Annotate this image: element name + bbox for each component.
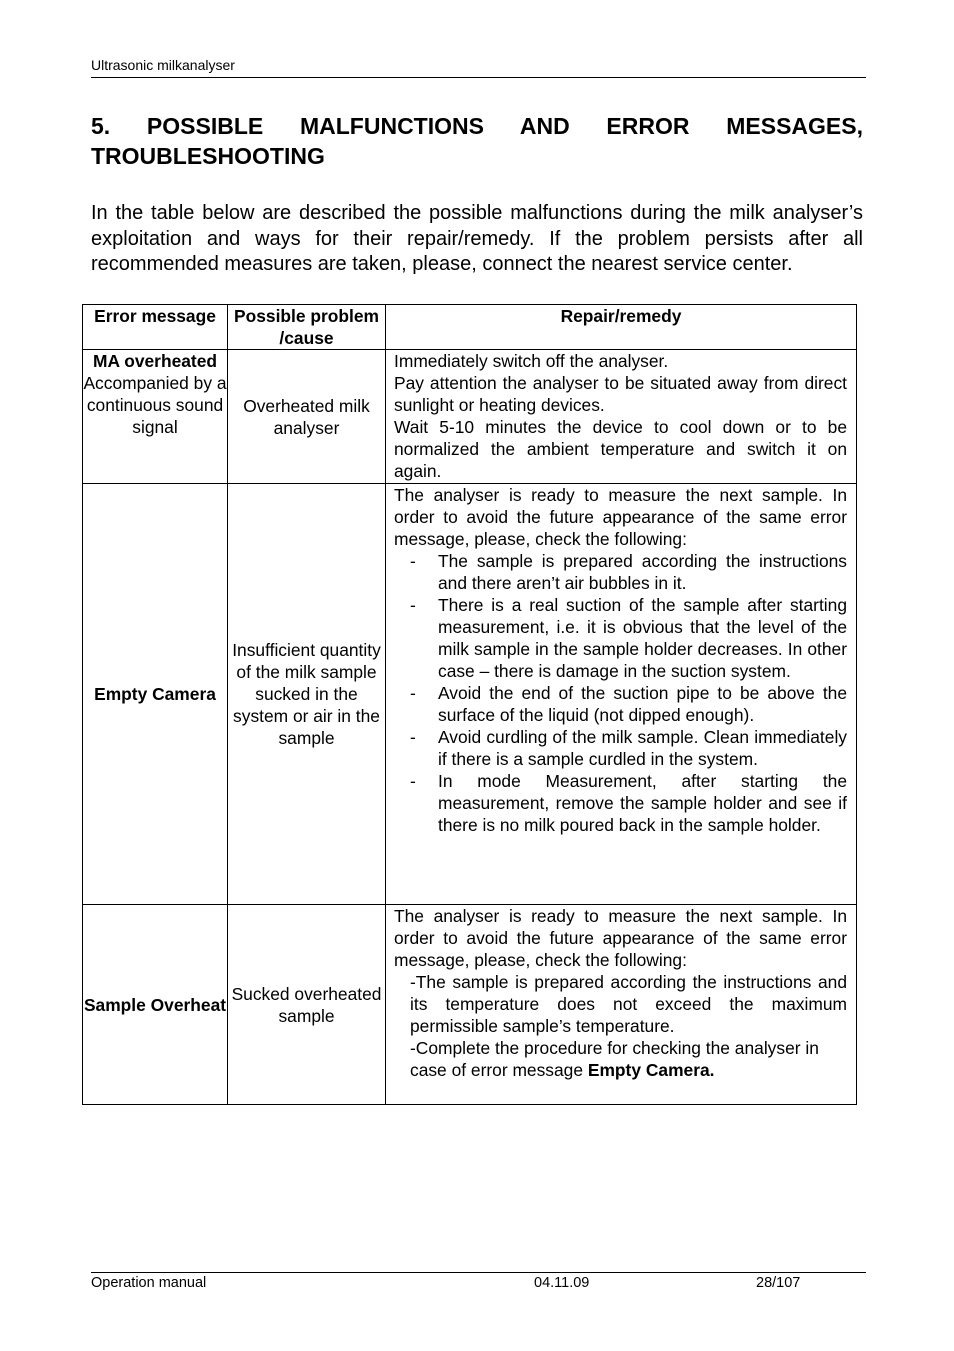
- remedy-item-text: There is a real suction of the sample after starting measurement, i.e. it is obvious that the level of the milk sample in the sample holder decreases. In other case – there is damage in the suction system.: [438, 595, 847, 681]
- running-header: Ultrasonic milkanalyser: [91, 57, 235, 73]
- header-possible-cause: Possible problem /cause: [228, 305, 386, 350]
- remedy-cell: [386, 484, 857, 905]
- table-row: [83, 350, 857, 484]
- dash-bullet: -: [410, 771, 416, 791]
- intro-paragraph: In the table below are described the possible malfunctions during the milk analyser’s exploitation and ways for their repair/remedy. If the problem persists after all recommended measures are taken, please, connect the nearest service center.: [91, 202, 863, 276]
- remedy-intro: The analyser is ready to measure the next sample. In order to avoid the future appearance of the same error message, please, check the following:: [394, 485, 847, 549]
- remedy-item: [410, 726, 847, 770]
- remedy-item: [410, 1037, 847, 1081]
- table-row: [83, 484, 857, 905]
- error-name: MA overheated: [92, 351, 218, 371]
- remedy-line: Pay attention the analyser to be situated away from direct sunlight or heating devices.: [394, 373, 847, 415]
- remedy-item-emphasis: Empty Camera.: [587, 1060, 715, 1080]
- footer-page-number: 28/107: [756, 1275, 801, 1291]
- remedy-item: [410, 770, 847, 836]
- error-table: [82, 304, 857, 1105]
- cause-cell: Insufficient quantity of the milk sample sucked in the system or air in the sample: [228, 484, 386, 905]
- remedy-item-text: Avoid curdling of the milk sample. Clean immediately if there is a sample curdled in the system.: [438, 727, 847, 769]
- error-note: Accompanied by a continuous sound signal: [83, 373, 227, 437]
- remedy-line: Wait 5-10 minutes the device to cool down or to be normalized the ambient temperature and switch it on again.: [394, 417, 847, 481]
- remedy-intro: The analyser is ready to measure the next sample. In order to avoid the future appearance of the same error message, please, check the following:: [394, 906, 847, 970]
- remedy-item-text: Avoid the end of the suction pipe to be above the surface of the liquid (not dipped enough).: [438, 683, 847, 725]
- header-error-message: Error message: [83, 305, 228, 350]
- section-heading: 5. POSSIBLE MALFUNCTIONS AND ERROR MESSAGES, TROUBLESHOOTING: [91, 113, 863, 169]
- dash-bullet: -: [410, 551, 416, 571]
- remedy-item: [410, 550, 847, 594]
- cause-cell: Overheated milk analyser: [228, 350, 386, 484]
- remedy-item: -The sample is prepared according the instructions and its temperature does not exceed the maximum permissible sample’s temperature.: [410, 972, 847, 1036]
- remedy-item-text: In mode Measurement, after starting the measurement, remove the sample holder and see if there is no milk poured back in the sample holder.: [438, 771, 847, 835]
- error-cell: Empty Camera: [83, 484, 228, 905]
- dash-bullet: -: [410, 683, 416, 703]
- remedy-cell: [386, 905, 857, 1105]
- remedy-item: [410, 682, 847, 726]
- header-divider: [91, 77, 866, 78]
- footer-document-title: Operation manual: [91, 1275, 207, 1291]
- dash-bullet: -: [410, 727, 416, 747]
- error-cell: Sample Overheat: [83, 905, 228, 1105]
- table-header-row: [83, 305, 857, 350]
- table-row: [83, 905, 857, 1105]
- footer-divider: [91, 1272, 866, 1273]
- dash-bullet: -: [410, 595, 416, 615]
- header-repair-remedy: Repair/remedy: [386, 305, 857, 350]
- remedy-cell: [386, 350, 857, 484]
- remedy-item: [410, 594, 847, 682]
- remedy-line: Immediately switch off the analyser.: [394, 351, 669, 371]
- remedy-item-text: The sample is prepared according the instructions and there aren’t air bubbles in it.: [438, 551, 847, 593]
- cause-cell: Sucked overheated sample: [228, 905, 386, 1105]
- footer-date: 04.11.09: [534, 1275, 590, 1291]
- error-cell: [83, 350, 228, 484]
- remedy-item-text: -Complete the procedure for checking the analyser in case of error message: [410, 1038, 819, 1080]
